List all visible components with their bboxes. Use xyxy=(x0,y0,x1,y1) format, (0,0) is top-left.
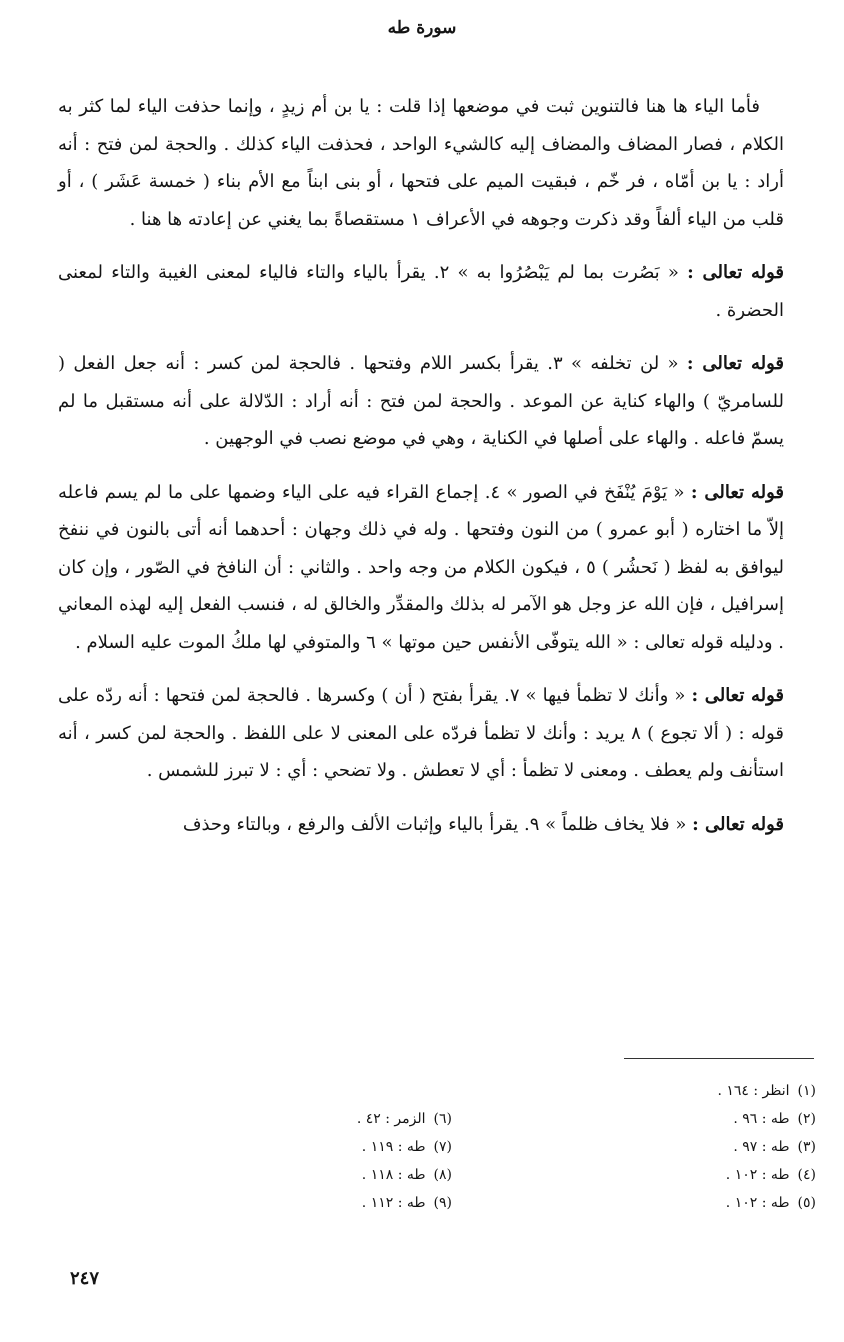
paragraph-lead: قوله تعالى : xyxy=(687,262,784,283)
page-header: سورة طه xyxy=(387,18,457,38)
footnote xyxy=(616,1077,816,1105)
footnote-number: (٢) xyxy=(797,1111,816,1127)
paragraph-text: « فلا يخاف ظلماً » ٩. يقرأ بالياء وإثبات الألف والرفع ، وبالتاء وحذف xyxy=(182,813,687,835)
footnote xyxy=(616,1161,816,1189)
paragraph xyxy=(58,474,784,662)
footnote-text: طه : ١١٨ . xyxy=(361,1167,426,1183)
footnote-number: (٤) xyxy=(797,1167,816,1183)
footnote-number: (٦) xyxy=(433,1111,452,1127)
footnote-divider xyxy=(624,1058,814,1059)
footnote-number: (٨) xyxy=(433,1167,452,1183)
footnote xyxy=(252,1105,452,1133)
paragraph-text: « يَوْمَ يُنْفَخ في الصور » ٤. إجماع القراء فيه على الياء وضمها على ما لم يسم فاعله إلاّ ما اختاره ( أبو عمرو ) من النون وفتحها . وله في ذلك وجهان : أحدهما أنه أتى بالنون في ننفخ ليوافق به لفظ ( نَحشُر ) ٥ ، فيكون الكلام من وجه واحد . والثاني : أن النافخ في الصّور ، وإن كان إسرافيل ، فإن الله عز وجل هو الآمر له بذلك والمقدِّر والخالق له ، فنسب الفعل إليه لهذه المعاني . ودليله قوله تعالى : « الله يتوفّى الأنفس حين موتها » ٦ والمتوفي لها ملكُ الموت عليه السلام . xyxy=(58,481,784,653)
footnote xyxy=(616,1189,816,1217)
footnote-text: طه : ١٠٢ . xyxy=(725,1167,790,1183)
paragraph xyxy=(58,677,784,790)
paragraph-text: « بَصُرت بما لم يَبْصُرُوا به » ٢. يقرأ بالياء والتاء فالياء لمعنى الغيبة والتاء لمعنى الحضرة . xyxy=(58,262,784,321)
page-number: ٢٤٧ xyxy=(70,1268,100,1289)
footnote xyxy=(616,1105,816,1133)
main-text xyxy=(58,88,784,843)
footnote-text: طه : ٩٧ . xyxy=(733,1139,790,1155)
footnote-number: (٧) xyxy=(433,1139,452,1155)
footnote xyxy=(252,1189,452,1217)
paragraph-lead: قوله تعالى : xyxy=(690,481,784,503)
footnotes-right-column xyxy=(616,1077,816,1217)
footnote-text: طه : ١١٩ . xyxy=(361,1139,426,1155)
footnote-number: (٩) xyxy=(433,1195,452,1211)
footnote-text: طه : ١١٢ . xyxy=(361,1195,426,1211)
paragraph-text: فأما الياء ها هنا فالتنوين ثبت في موضعها إذا قلت : يا بن أم زيدٍ ، وإنما حذفت الياء لما كثر به الكلام ، فصار المضاف والمضاف إليه كالشيء الواحد ، فحذفت الياء كذلك . والحجة لمن فتح : أنه أراد : يا بن أمّاه ، فر خّم ، فبقيت الميم على فتحها ، أو بنى ابناً مع الأم بناء ( خمسة عَشَر ) ، أو قلب من الياء ألفاً وقد ذكرت وجوهه في الأعراف ١ مستقصاةً بما يغني عن إعادته ها هنا . xyxy=(58,96,784,230)
paragraph xyxy=(58,88,784,238)
footnote-number: (٥) xyxy=(797,1195,816,1211)
paragraph-text: « وأنك لا تظمأ فيها » ٧. يقرأ بفتح ( أن ) وكسرها . فالحجة لمن فتحها : أنه ردّه على قوله : ( ألا تجوع ) ٨ يريد : وأنك لا تظمأ فردّه على المعنى لا على اللفظ . والحجة لمن كسر ، أنه استأنف ولم يعطف . ومعنى لا تظمأ : أي لا تعطش . ولا تضحي : أي : لا تبرز للشمس . xyxy=(58,685,784,781)
paragraph xyxy=(58,806,784,844)
footnote xyxy=(252,1161,452,1189)
paragraph-lead: قوله تعالى : xyxy=(692,813,784,835)
paragraph xyxy=(58,254,784,329)
footnote-text: انظر : ١٦٤ . xyxy=(717,1083,790,1099)
footnote-number: (١) xyxy=(797,1083,816,1099)
paragraph-lead: قوله تعالى : xyxy=(691,685,784,706)
paragraph xyxy=(58,345,784,458)
footnote-text: طه : ٩٦ . xyxy=(733,1111,790,1127)
footnote-text: طه : ١٠٢ . xyxy=(725,1195,790,1211)
paragraph-lead: قوله تعالى : xyxy=(686,353,784,374)
footnote xyxy=(616,1133,816,1161)
footnote xyxy=(252,1133,452,1161)
footnote-text: الزمر : ٤٢ . xyxy=(356,1111,426,1127)
footnotes-left-column xyxy=(252,1105,452,1217)
paragraph-text: « لن تخلفه » ٣. يقرأ بكسر اللام وفتحها . فالحجة لمن كسر : أنه جعل الفعل ( للسامريّ ) والهاء كناية عن الموعد . والحجة لمن فتح : أنه أراد : الدّلالة على أنه مستقبل ما لم يسمّ فاعله . والهاء على أصلها في الكناية ، وهي في موضع نصب في الوجهين . xyxy=(58,353,784,449)
footnote-number: (٣) xyxy=(797,1139,816,1155)
